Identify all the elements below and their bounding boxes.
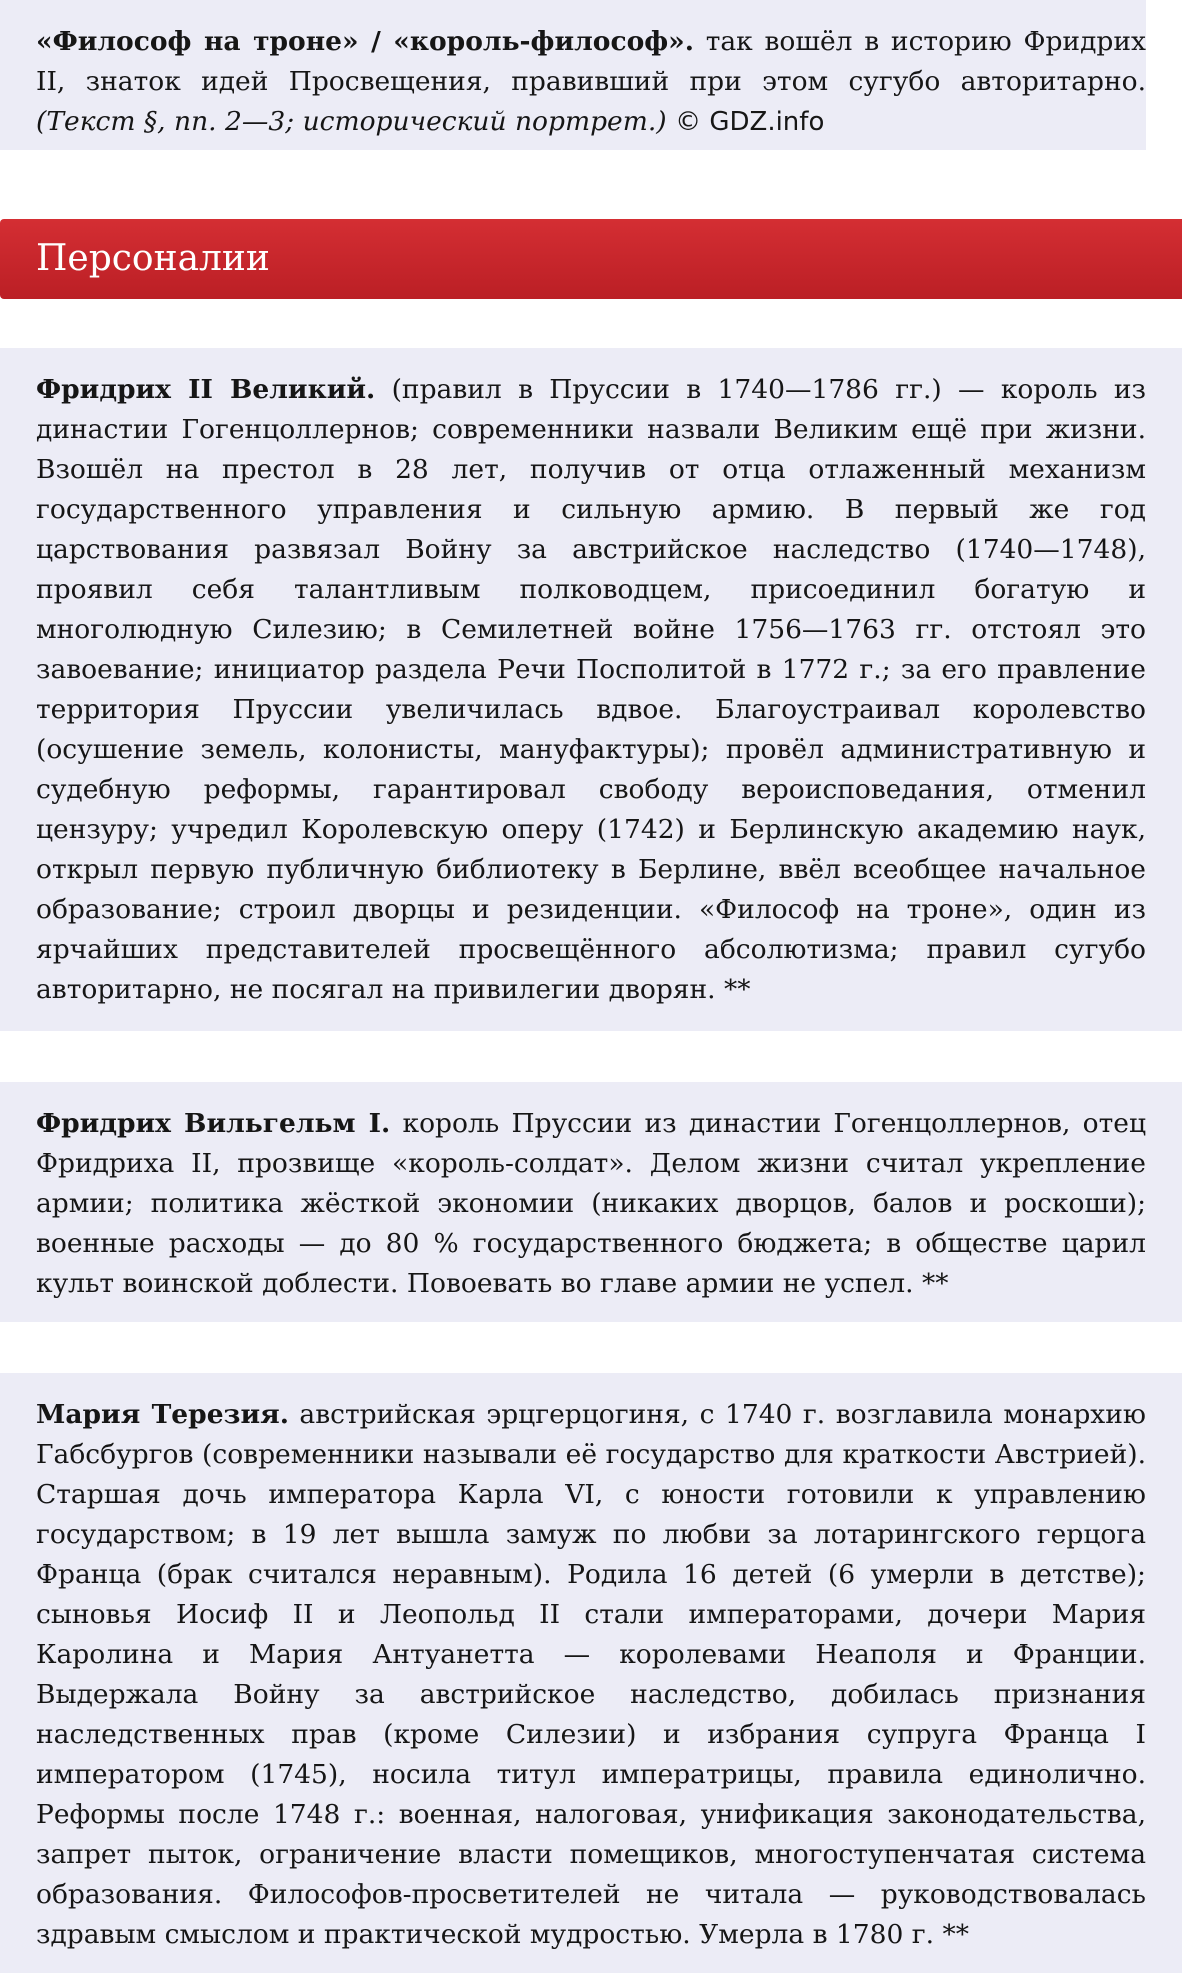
intro-body: так вошёл в историю Фридрих II, знаток идей Просвещения, правивший при этом сугубо авторитарно. bbox=[36, 26, 1146, 97]
personality-card-maria-theresa bbox=[0, 1373, 1182, 1973]
intro-block bbox=[0, 0, 1146, 150]
personality-paragraph bbox=[36, 1104, 1146, 1304]
intro-reference: (Текст §, пп. 2—3; исторический портрет.) bbox=[36, 106, 667, 137]
personality-text: австрийская эрцгерцогиня, с 1740 г. возглавила монархию Габсбургов (современники называли её государство для краткости Австрией). Старшая дочь императора Карла VI, с юности готовили к управлению государством; в 19 лет вышла замуж по любви за лотарингского герцога Франца (брак считался неравным). Родила 16 детей (6 умерли в детстве); сыновья Иосиф II и Леопольд II стали императорами, дочери Мария Каролина и Мария Антуанетта — королевами Неаполя и Франции. Выдержала Войну за австрийское наследство, добилась признания наследственных прав (кроме Силезии) и избрания супруга Франца I императором (1745), носила титул императрицы, правила единолично. Реформы после 1748 г.: военная, налоговая, унификация законодательства, запрет пыток, ограничение власти помещиков, многоступенчатая система образования. Философов-просветителей не читала — руководствовалась здравым смыслом и практической мудростью. Умерла в 1780 г. ** bbox=[36, 1399, 1146, 1950]
intro-source: © GDZ.info bbox=[675, 107, 825, 137]
section-banner bbox=[0, 219, 1182, 299]
personality-paragraph bbox=[36, 370, 1146, 1010]
personality-card-friedrich-wilhelm-i bbox=[0, 1082, 1182, 1322]
intro-term: «Философ на троне» / «король-философ». bbox=[36, 26, 694, 57]
personality-name: Фридрих II Великий. bbox=[36, 374, 376, 405]
personality-text: король Пруссии из династии Гогенцоллернов, отец Фридриха II, прозвище «король-солдат». Делом жизни считал укрепление армии; политика жёсткой экономии (никаких дворцов, балов и роскоши); военные расходы — до 80 % государственного бюджета; в обществе царил культ воинской доблести. Повоевать во главе армии не успел. ** bbox=[36, 1108, 1146, 1299]
personality-name: Фридрих Вильгельм I. bbox=[36, 1108, 391, 1139]
personality-card-friedrich-ii bbox=[0, 348, 1182, 1031]
personality-paragraph bbox=[36, 1395, 1146, 1955]
personality-name: Мария Терезия. bbox=[36, 1399, 289, 1430]
intro-paragraph bbox=[36, 22, 1146, 142]
personality-text: (правил в Пруссии в 1740—1786 гг.) — король из династии Гогенцоллернов; современники назвали Великим ещё при жизни. Взошёл на престол в 28 лет, получив от отца отлаженный механизм государственного управления и сильную армию. В первый же год царствования развязал Войну за австрийское наследство (1740—1748), проявил себя талантливым полководцем, присоединил богатую и многолюдную Силезию; в Семилетней войне 1756—1763 гг. отстоял это завоевание; инициатор раздела Речи Посполитой в 1772 г.; за его правление территория Пруссии увеличилась вдвое. Благоустраивал королевство (осушение земель, колонисты, мануфактуры); провёл административную и судебную реформы, гарантировал свободу вероисповедания, отменил цензуру; учредил Королевскую оперу (1742) и Берлинскую академию наук, открыл первую публичную библиотеку в Берлине, ввёл всеобщее начальное образование; строил дворцы и резиденции. «Философ на троне», один из ярчайших представителей просвещённого абсолютизма; правил сугубо авторитарно, не посягал на привилегии дворян. ** bbox=[36, 374, 1146, 1005]
section-title: Персоналии bbox=[36, 238, 270, 279]
